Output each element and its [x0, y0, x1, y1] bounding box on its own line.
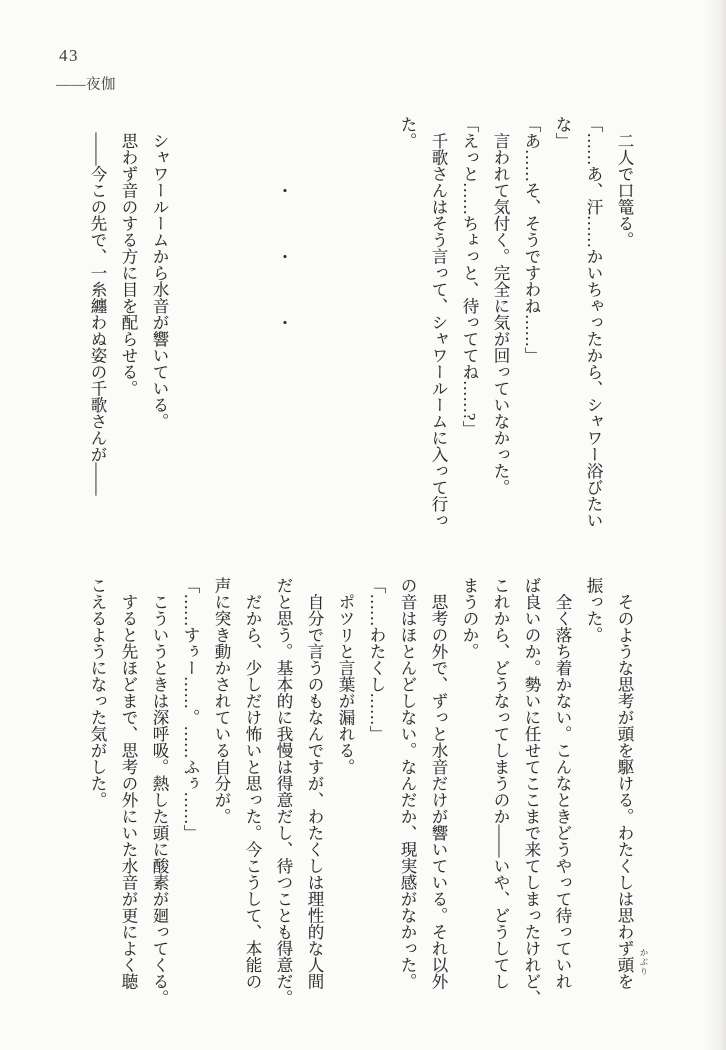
scene-text-block-top [82, 116, 640, 562]
text-line: 思考の外で、ずっと水音だけが響いている。それ以外 [429, 577, 448, 990]
text-line: 千歌さんはそう言って、シャワールームに入って行っ [429, 116, 448, 529]
text-line: 「あ……そ、そうですわね……」 [522, 116, 541, 364]
text-line: 言われて気付く。完全に気が回っていなかった。 [491, 116, 510, 496]
text-line: これから、どうなってしまうのか――いや、どうしてし [491, 577, 510, 990]
furigana-kaburi: かぶり [639, 948, 649, 977]
text-line: だと思う。基本的に我慢は得意だし、待つことも得意だ。 [274, 577, 293, 1006]
text-line: な」 [553, 116, 572, 149]
text-line: 「……わたくし……」 [367, 577, 386, 742]
text-line: こえるようになった気がした。 [88, 577, 107, 808]
text-line: ポツリと言葉が漏れる。 [336, 577, 355, 775]
text-line [175, 116, 206, 562]
text-line: だから、少しだけ怖いと思った。今こうして、本能の [243, 577, 262, 990]
text-line: 「えっと……ちょっと、待っててね……?」 [460, 116, 479, 437]
text-line: 全く落ち着かない。こんなときどうやって待っていれ [553, 577, 572, 990]
text-line: た。 [398, 116, 417, 149]
text-line: 思わず音のする方に目を配らせる。 [119, 116, 138, 397]
page-edge-shadow [702, 0, 726, 1050]
text-line: シャワールームから水音が響いている。 [150, 116, 169, 430]
text-line: の音はほとんどしない。なんだか、現実感がなかった。 [398, 577, 417, 990]
text-line: 振った。 [584, 577, 603, 643]
text-line: まうのか。 [460, 577, 479, 660]
text-line [206, 116, 237, 562]
text-line: こういうときは深呼吸。熱した頭に酸素が廻ってくる。 [150, 577, 169, 1006]
text-line: 「……すぅー……。……ふぅ……」 [181, 577, 200, 841]
text-line: 声に突き動かされている自分が。 [212, 577, 231, 825]
text-line: 自分で言うのもなんですが、わたくしは理性的な人間 [305, 577, 324, 990]
text-line [361, 116, 392, 562]
running-header-chapter-title: ――夜伽 [56, 77, 116, 93]
text-line: ――今この先で、一糸纏わぬ姿の千歌さんが―― [88, 116, 107, 496]
text-line [299, 116, 330, 562]
text-line: 「……あ、汗……かいちゃったから、シャワー浴びたい [584, 116, 603, 529]
text-line [330, 116, 361, 562]
text-line: ば良いのか。勢いに任せてここまで来てしまったけれど、 [522, 577, 541, 1006]
text-line [237, 116, 268, 562]
scene-text-block-bottom [82, 577, 640, 1023]
text-line: ・ ・ ・ [274, 116, 293, 331]
page-number: 43 [59, 46, 79, 65]
text-line: 二人で口篭る。 [615, 116, 634, 248]
text-line: すると先ほどまで、思考の外にいた水音が更によく聴 [119, 577, 138, 990]
text-line: そのような思考が頭を駆ける。わたくしは思わず頭を [615, 577, 634, 990]
